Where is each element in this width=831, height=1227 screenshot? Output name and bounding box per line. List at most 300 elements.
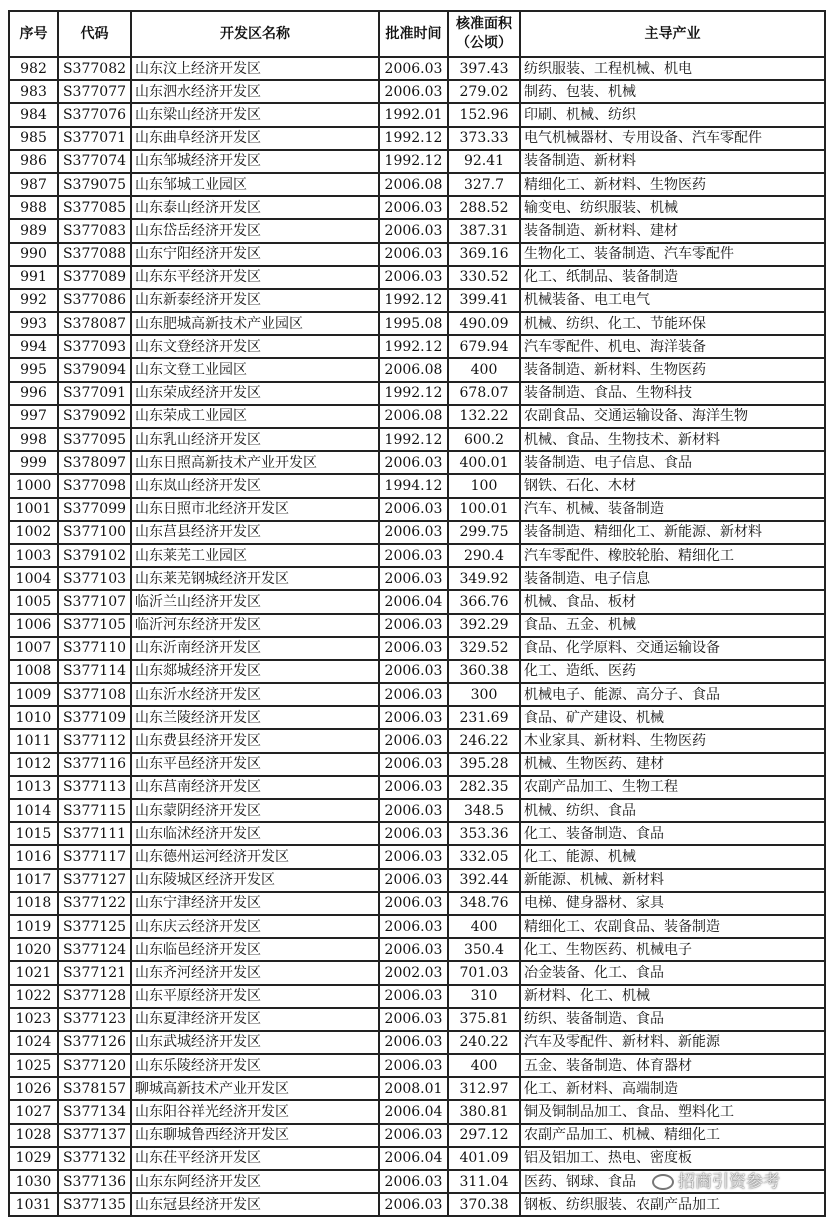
main-industry: 电气机械器材、专用设备、汽车零配件 <box>520 127 825 150</box>
approval-date: 2006.03 <box>379 1170 448 1193</box>
zone-name: 山东临邑经济开发区 <box>131 938 379 961</box>
table-row <box>9 335 825 358</box>
approved-area: 350.4 <box>448 938 520 961</box>
row-index: 997 <box>9 405 58 428</box>
table-row <box>9 150 825 173</box>
approval-date: 2006.03 <box>379 729 448 752</box>
row-index: 1029 <box>9 1147 58 1170</box>
wechat-icon <box>652 1174 674 1190</box>
approved-area: 369.16 <box>448 243 520 266</box>
table-row <box>9 799 825 822</box>
main-industry: 精细化工、农副食品、装备制造 <box>520 915 825 938</box>
main-industry: 冶金装备、化工、食品 <box>520 961 825 984</box>
zone-name: 山东邹城经济开发区 <box>131 150 379 173</box>
main-industry: 机械、纺织、食品 <box>520 799 825 822</box>
approved-area: 240.22 <box>448 1031 520 1054</box>
table-row <box>9 57 825 80</box>
main-industry: 汽车、机械、装备制造 <box>520 498 825 521</box>
header-approval-date: 批准时间 <box>379 11 448 57</box>
zone-code: S377085 <box>58 196 131 219</box>
table-row <box>9 729 825 752</box>
header-zone-name: 开发区名称 <box>131 11 379 57</box>
row-index: 999 <box>9 451 58 474</box>
header-row <box>9 11 825 57</box>
header-code: 代码 <box>58 11 131 57</box>
approved-area: 329.52 <box>448 637 520 660</box>
zone-name: 山东东平经济开发区 <box>131 266 379 289</box>
approved-area: 701.03 <box>448 961 520 984</box>
zone-name: 山东岚山经济开发区 <box>131 474 379 497</box>
approval-date: 2006.08 <box>379 358 448 381</box>
approval-date: 2006.03 <box>379 451 448 474</box>
main-industry: 机械、生物医药、建材 <box>520 753 825 776</box>
table-row <box>9 961 825 984</box>
approval-date: 2006.03 <box>379 243 448 266</box>
approved-area: 400.01 <box>448 451 520 474</box>
table-body <box>9 57 825 1216</box>
approval-date: 2006.08 <box>379 173 448 196</box>
row-index: 996 <box>9 382 58 405</box>
zone-name: 山东武城经济开发区 <box>131 1031 379 1054</box>
approval-date: 2006.03 <box>379 1031 448 1054</box>
table-row <box>9 985 825 1008</box>
main-industry: 装备制造、电子信息、食品 <box>520 451 825 474</box>
zone-name: 临沂兰山经济开发区 <box>131 590 379 613</box>
approved-area: 312.97 <box>448 1077 520 1100</box>
main-industry: 汽车及零配件、新材料、新能源 <box>520 1031 825 1054</box>
row-index: 1018 <box>9 892 58 915</box>
table-row <box>9 1031 825 1054</box>
zone-name: 山东乐陵经济开发区 <box>131 1054 379 1077</box>
zone-code: S377111 <box>58 822 131 845</box>
approved-area: 600.2 <box>448 428 520 451</box>
main-industry: 纺织服装、工程机械、机电 <box>520 57 825 80</box>
row-index: 1011 <box>9 729 58 752</box>
zone-code: S377135 <box>58 1193 131 1216</box>
zone-name: 山东岱岳经济开发区 <box>131 219 379 242</box>
main-industry: 化工、纸制品、装备制造 <box>520 266 825 289</box>
main-industry: 木业家具、新材料、生物医药 <box>520 729 825 752</box>
approved-area: 380.81 <box>448 1100 520 1123</box>
header-approved-area: 核准面积（公顷） <box>448 11 520 57</box>
table-row <box>9 196 825 219</box>
approved-area: 392.29 <box>448 614 520 637</box>
row-index: 1019 <box>9 915 58 938</box>
row-index: 1028 <box>9 1124 58 1147</box>
zone-code: S379094 <box>58 358 131 381</box>
table-row <box>9 80 825 103</box>
approved-area: 392.44 <box>448 869 520 892</box>
row-index: 1009 <box>9 683 58 706</box>
table-row <box>9 614 825 637</box>
zone-code: S378087 <box>58 312 131 335</box>
zone-name: 山东费县经济开发区 <box>131 729 379 752</box>
zone-name: 山东泰山经济开发区 <box>131 196 379 219</box>
zone-code: S377125 <box>58 915 131 938</box>
row-index: 986 <box>9 150 58 173</box>
zone-code: S377117 <box>58 845 131 868</box>
approved-area: 132.22 <box>448 405 520 428</box>
approval-date: 2006.03 <box>379 706 448 729</box>
row-index: 988 <box>9 196 58 219</box>
approved-area: 299.75 <box>448 521 520 544</box>
approval-date: 2006.03 <box>379 80 448 103</box>
approval-date: 2006.03 <box>379 567 448 590</box>
approved-area: 311.04 <box>448 1170 520 1193</box>
main-industry: 汽车零配件、机电、海洋装备 <box>520 335 825 358</box>
table-row <box>9 219 825 242</box>
zone-name: 山东临沭经济开发区 <box>131 822 379 845</box>
zone-code: S377088 <box>58 243 131 266</box>
zone-code: S377077 <box>58 80 131 103</box>
approval-date: 2006.03 <box>379 660 448 683</box>
zone-code: S377132 <box>58 1147 131 1170</box>
zone-code: S377082 <box>58 57 131 80</box>
row-index: 1007 <box>9 637 58 660</box>
row-index: 1004 <box>9 567 58 590</box>
zone-name: 山东平原经济开发区 <box>131 985 379 1008</box>
table-row <box>9 405 825 428</box>
zone-code: S377122 <box>58 892 131 915</box>
approved-area: 400 <box>448 358 520 381</box>
zone-code: S377127 <box>58 869 131 892</box>
approved-area: 395.28 <box>448 753 520 776</box>
approval-date: 2006.03 <box>379 869 448 892</box>
approved-area: 231.69 <box>448 706 520 729</box>
main-industry: 化工、新材料、高端制造 <box>520 1077 825 1100</box>
zone-name: 山东聊城鲁西经济开发区 <box>131 1124 379 1147</box>
approved-area: 679.94 <box>448 335 520 358</box>
zone-name: 山东莒县经济开发区 <box>131 521 379 544</box>
row-index: 1031 <box>9 1193 58 1216</box>
table-row <box>9 1100 825 1123</box>
main-industry: 输变电、纺织服装、机械 <box>520 196 825 219</box>
approval-date: 1992.01 <box>379 103 448 126</box>
approved-area: 348.5 <box>448 799 520 822</box>
zone-code: S377115 <box>58 799 131 822</box>
row-index: 990 <box>9 243 58 266</box>
zone-name: 山东荣成经济开发区 <box>131 382 379 405</box>
main-industry: 机械电子、能源、高分子、食品 <box>520 683 825 706</box>
row-index: 1020 <box>9 938 58 961</box>
zone-code: S377113 <box>58 776 131 799</box>
row-index: 1015 <box>9 822 58 845</box>
zone-code: S377124 <box>58 938 131 961</box>
approved-area: 330.52 <box>448 266 520 289</box>
approved-area: 400 <box>448 1054 520 1077</box>
main-industry: 农副产品加工、机械、精细化工 <box>520 1124 825 1147</box>
table-row <box>9 637 825 660</box>
row-index: 1023 <box>9 1008 58 1031</box>
row-index: 1026 <box>9 1077 58 1100</box>
approval-date: 2006.04 <box>379 590 448 613</box>
approval-date: 2006.03 <box>379 799 448 822</box>
zone-code: S377105 <box>58 614 131 637</box>
approval-date: 2006.03 <box>379 915 448 938</box>
approval-date: 2006.03 <box>379 683 448 706</box>
approved-area: 400 <box>448 915 520 938</box>
approval-date: 1992.12 <box>379 335 448 358</box>
zone-name: 山东曲阜经济开发区 <box>131 127 379 150</box>
approved-area: 370.38 <box>448 1193 520 1216</box>
zone-name: 山东邹城工业园区 <box>131 173 379 196</box>
approval-date: 2006.04 <box>379 1147 448 1170</box>
main-industry: 装备制造、电子信息 <box>520 567 825 590</box>
zone-code: S377076 <box>58 103 131 126</box>
table-row <box>9 428 825 451</box>
main-industry: 精细化工、新材料、生物医药 <box>520 173 825 196</box>
approved-area: 290.4 <box>448 544 520 567</box>
main-industry: 机械装备、电工电气 <box>520 289 825 312</box>
main-industry: 钢板、纺织服装、农副产品加工 <box>520 1193 825 1216</box>
row-index: 983 <box>9 80 58 103</box>
zone-code: S377108 <box>58 683 131 706</box>
approval-date: 1994.12 <box>379 474 448 497</box>
row-index: 1016 <box>9 845 58 868</box>
approval-date: 2006.03 <box>379 1008 448 1031</box>
approval-date: 2006.03 <box>379 637 448 660</box>
row-index: 993 <box>9 312 58 335</box>
approval-date: 2006.08 <box>379 405 448 428</box>
row-index: 1012 <box>9 753 58 776</box>
approval-date: 2006.03 <box>379 219 448 242</box>
approval-date: 2006.03 <box>379 266 448 289</box>
main-industry: 新材料、化工、机械 <box>520 985 825 1008</box>
zone-code: S377121 <box>58 961 131 984</box>
zone-name: 山东莱芜工业园区 <box>131 544 379 567</box>
approval-date: 2006.03 <box>379 892 448 915</box>
table-row <box>9 706 825 729</box>
approval-date: 2006.03 <box>379 196 448 219</box>
table-row <box>9 289 825 312</box>
main-industry: 装备制造、新材料、建材 <box>520 219 825 242</box>
row-index: 1025 <box>9 1054 58 1077</box>
approved-area: 279.02 <box>448 80 520 103</box>
table-row <box>9 127 825 150</box>
approved-area: 375.81 <box>448 1008 520 1031</box>
table-row <box>9 567 825 590</box>
table-row <box>9 892 825 915</box>
table-row <box>9 498 825 521</box>
row-index: 1006 <box>9 614 58 637</box>
approved-area: 100.01 <box>448 498 520 521</box>
main-industry: 食品、化学原料、交通运输设备 <box>520 637 825 660</box>
zone-code: S377109 <box>58 706 131 729</box>
table-row <box>9 776 825 799</box>
main-industry: 化工、装备制造、食品 <box>520 822 825 845</box>
approved-area: 348.76 <box>448 892 520 915</box>
approval-date: 2006.03 <box>379 1054 448 1077</box>
zone-code: S379102 <box>58 544 131 567</box>
approved-area: 282.35 <box>448 776 520 799</box>
zone-code: S377074 <box>58 150 131 173</box>
table-row <box>9 103 825 126</box>
zone-name: 山东冠县经济开发区 <box>131 1193 379 1216</box>
main-industry: 铝及铝加工、热电、密度板 <box>520 1147 825 1170</box>
zone-code: S377099 <box>58 498 131 521</box>
zone-name: 山东平邑经济开发区 <box>131 753 379 776</box>
main-industry: 食品、矿产建设、机械 <box>520 706 825 729</box>
zone-code: S377091 <box>58 382 131 405</box>
zone-code: S377100 <box>58 521 131 544</box>
main-industry: 新能源、机械、新材料 <box>520 869 825 892</box>
approved-area: 401.09 <box>448 1147 520 1170</box>
table-row <box>9 358 825 381</box>
zone-code: S379092 <box>58 405 131 428</box>
main-industry: 五金、装备制造、体育器材 <box>520 1054 825 1077</box>
table-row <box>9 266 825 289</box>
row-index: 1030 <box>9 1170 58 1193</box>
zone-name: 临沂河东经济开发区 <box>131 614 379 637</box>
zone-name: 山东陵城区经济开发区 <box>131 869 379 892</box>
main-industry: 装备制造、新材料 <box>520 150 825 173</box>
zone-name: 山东沂水经济开发区 <box>131 683 379 706</box>
row-index: 1021 <box>9 961 58 984</box>
row-index: 1022 <box>9 985 58 1008</box>
row-index: 1027 <box>9 1100 58 1123</box>
watermark <box>652 1172 780 1192</box>
row-index: 985 <box>9 127 58 150</box>
approval-date: 2006.03 <box>379 1193 448 1216</box>
approval-date: 2006.03 <box>379 498 448 521</box>
main-industry: 电梯、健身器材、家具 <box>520 892 825 915</box>
approved-area: 297.12 <box>448 1124 520 1147</box>
row-index: 982 <box>9 57 58 80</box>
zone-code: S377126 <box>58 1031 131 1054</box>
zone-name: 山东郯城经济开发区 <box>131 660 379 683</box>
zone-code: S377071 <box>58 127 131 150</box>
approval-date: 2002.03 <box>379 961 448 984</box>
approval-date: 2006.03 <box>379 57 448 80</box>
approved-area: 92.41 <box>448 150 520 173</box>
approval-date: 1992.12 <box>379 428 448 451</box>
row-index: 991 <box>9 266 58 289</box>
row-index: 1005 <box>9 590 58 613</box>
approved-area: 310 <box>448 985 520 1008</box>
zone-name: 聊城高新技术产业开发区 <box>131 1077 379 1100</box>
zone-code: S377112 <box>58 729 131 752</box>
main-industry: 医药、钢球、食品 <box>520 1170 825 1193</box>
table-row <box>9 869 825 892</box>
zone-code: S377134 <box>58 1100 131 1123</box>
row-index: 995 <box>9 358 58 381</box>
zone-code: S377086 <box>58 289 131 312</box>
table-row <box>9 753 825 776</box>
approved-area: 246.22 <box>448 729 520 752</box>
main-industry: 铜及铜制品加工、食品、塑料化工 <box>520 1100 825 1123</box>
approved-area: 288.52 <box>448 196 520 219</box>
zone-name: 山东乳山经济开发区 <box>131 428 379 451</box>
zone-name: 山东汶上经济开发区 <box>131 57 379 80</box>
table-row <box>9 915 825 938</box>
approved-area: 387.31 <box>448 219 520 242</box>
watermark-text: 招商引资参考 <box>678 1172 780 1192</box>
zone-name: 山东文登经济开发区 <box>131 335 379 358</box>
zone-name: 山东文登工业园区 <box>131 358 379 381</box>
zone-name: 山东日照高新技术产业开发区 <box>131 451 379 474</box>
row-index: 1010 <box>9 706 58 729</box>
table-row <box>9 544 825 567</box>
approval-date: 2006.04 <box>379 1100 448 1123</box>
zone-name: 山东莱芜钢城经济开发区 <box>131 567 379 590</box>
zone-code: S377136 <box>58 1170 131 1193</box>
zone-name: 山东齐河经济开发区 <box>131 961 379 984</box>
approved-area: 366.76 <box>448 590 520 613</box>
main-industry: 制药、包装、机械 <box>520 80 825 103</box>
table-row <box>9 312 825 335</box>
table-row <box>9 938 825 961</box>
zone-name: 山东阳谷祥光经济开发区 <box>131 1100 379 1123</box>
row-index: 998 <box>9 428 58 451</box>
development-zone-table <box>8 10 826 1217</box>
row-index: 1001 <box>9 498 58 521</box>
approval-date: 1995.08 <box>379 312 448 335</box>
zone-code: S377123 <box>58 1008 131 1031</box>
zone-code: S377120 <box>58 1054 131 1077</box>
approved-area: 373.33 <box>448 127 520 150</box>
table-row <box>9 1147 825 1170</box>
table-row <box>9 1193 825 1216</box>
approved-area: 490.09 <box>448 312 520 335</box>
main-industry: 汽车零配件、橡胶轮胎、精细化工 <box>520 544 825 567</box>
approval-date: 2006.03 <box>379 822 448 845</box>
approved-area: 353.36 <box>448 822 520 845</box>
approved-area: 100 <box>448 474 520 497</box>
row-index: 994 <box>9 335 58 358</box>
zone-name: 山东宁津经济开发区 <box>131 892 379 915</box>
table-row <box>9 382 825 405</box>
zone-code: S377083 <box>58 219 131 242</box>
zone-name: 山东兰陵经济开发区 <box>131 706 379 729</box>
zone-code: S378097 <box>58 451 131 474</box>
zone-name: 山东新泰经济开发区 <box>131 289 379 312</box>
table-row <box>9 173 825 196</box>
approval-date: 2008.01 <box>379 1077 448 1100</box>
main-industry: 农副产品加工、生物工程 <box>520 776 825 799</box>
approved-area: 300 <box>448 683 520 706</box>
approval-date: 2006.03 <box>379 776 448 799</box>
approved-area: 332.05 <box>448 845 520 868</box>
approved-area: 152.96 <box>448 103 520 126</box>
zone-name: 山东庆云经济开发区 <box>131 915 379 938</box>
main-industry: 机械、纺织、化工、节能环保 <box>520 312 825 335</box>
table-row <box>9 683 825 706</box>
row-index: 987 <box>9 173 58 196</box>
table-row <box>9 822 825 845</box>
zone-code: S377114 <box>58 660 131 683</box>
approved-area: 349.92 <box>448 567 520 590</box>
approved-area: 327.7 <box>448 173 520 196</box>
zone-name: 山东荣成工业园区 <box>131 405 379 428</box>
approval-date: 2006.03 <box>379 1124 448 1147</box>
approval-date: 2006.03 <box>379 753 448 776</box>
row-index: 1000 <box>9 474 58 497</box>
zone-name: 山东东阿经济开发区 <box>131 1170 379 1193</box>
row-index: 1003 <box>9 544 58 567</box>
main-industry: 化工、生物医药、机械电子 <box>520 938 825 961</box>
row-index: 1014 <box>9 799 58 822</box>
zone-code: S377095 <box>58 428 131 451</box>
main-industry: 印刷、机械、纺织 <box>520 103 825 126</box>
row-index: 989 <box>9 219 58 242</box>
main-industry: 机械、食品、板材 <box>520 590 825 613</box>
table-row <box>9 1077 825 1100</box>
main-industry: 化工、能源、机械 <box>520 845 825 868</box>
row-index: 1008 <box>9 660 58 683</box>
zone-name: 山东肥城高新技术产业园区 <box>131 312 379 335</box>
approved-area: 397.43 <box>448 57 520 80</box>
row-index: 1002 <box>9 521 58 544</box>
